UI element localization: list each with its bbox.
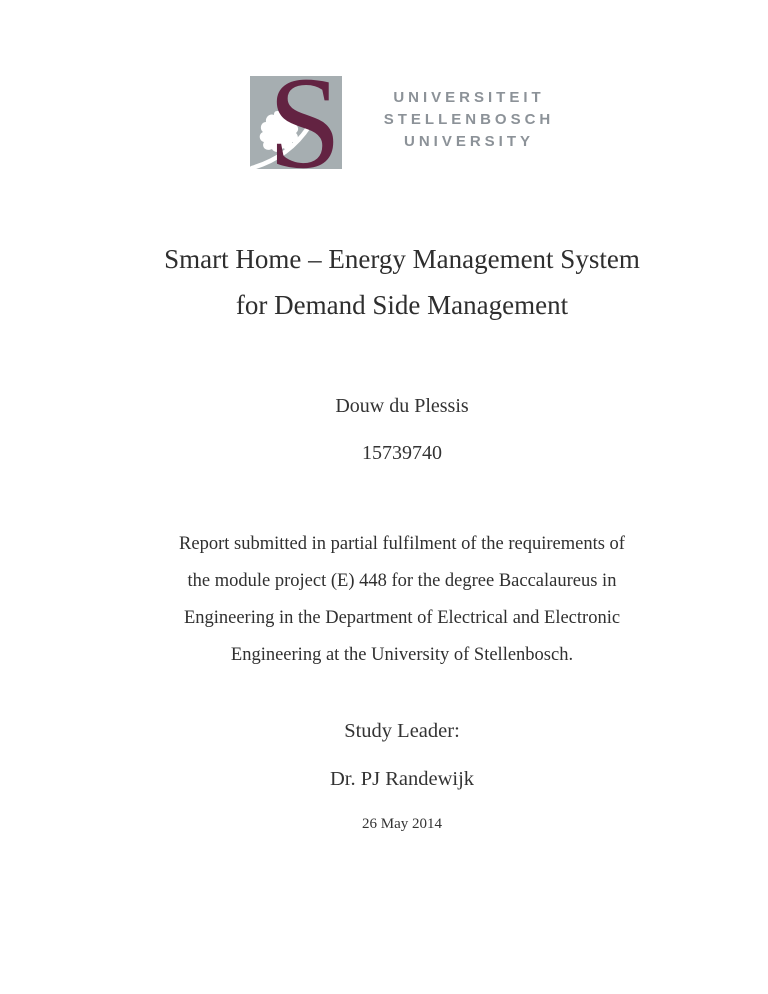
submission-line-4: Engineering at the University of Stellenbosch. (230, 645, 574, 665)
submission-line-2: the module project (E) 448 for the degree Baccalaureus in (187, 571, 617, 591)
wordmark-line-stellenbosch: STELLENBOSCH (383, 111, 555, 128)
student-number: 15739740 (362, 442, 442, 464)
title-line-2: for Demand Side Management (235, 290, 569, 320)
study-leader-name: Dr. PJ Randewijk (329, 768, 475, 790)
stellenbosch-s-logo-icon (250, 69, 362, 171)
page-title (36, 236, 768, 328)
university-logo (36, 68, 768, 172)
author-name: Douw du Plessis (335, 395, 469, 417)
wordmark-line-universiteit: UNIVERSITEIT (393, 89, 545, 106)
submission-line-1: Report submitted in partial fulfilment of the requirements of (179, 534, 625, 554)
wordmark-line-university: UNIVERSITY (403, 133, 534, 150)
submission-statement (36, 526, 768, 674)
university-wordmark (384, 87, 555, 153)
study-leader-heading: Study Leader: (344, 720, 460, 742)
title-line-1: Smart Home – Energy Management System (164, 244, 640, 274)
report-date: 26 May 2014 (362, 816, 442, 832)
submission-line-3: Engineering in the Department of Electrical and Electronic (183, 608, 621, 628)
logo-letter-s: S (267, 69, 342, 171)
